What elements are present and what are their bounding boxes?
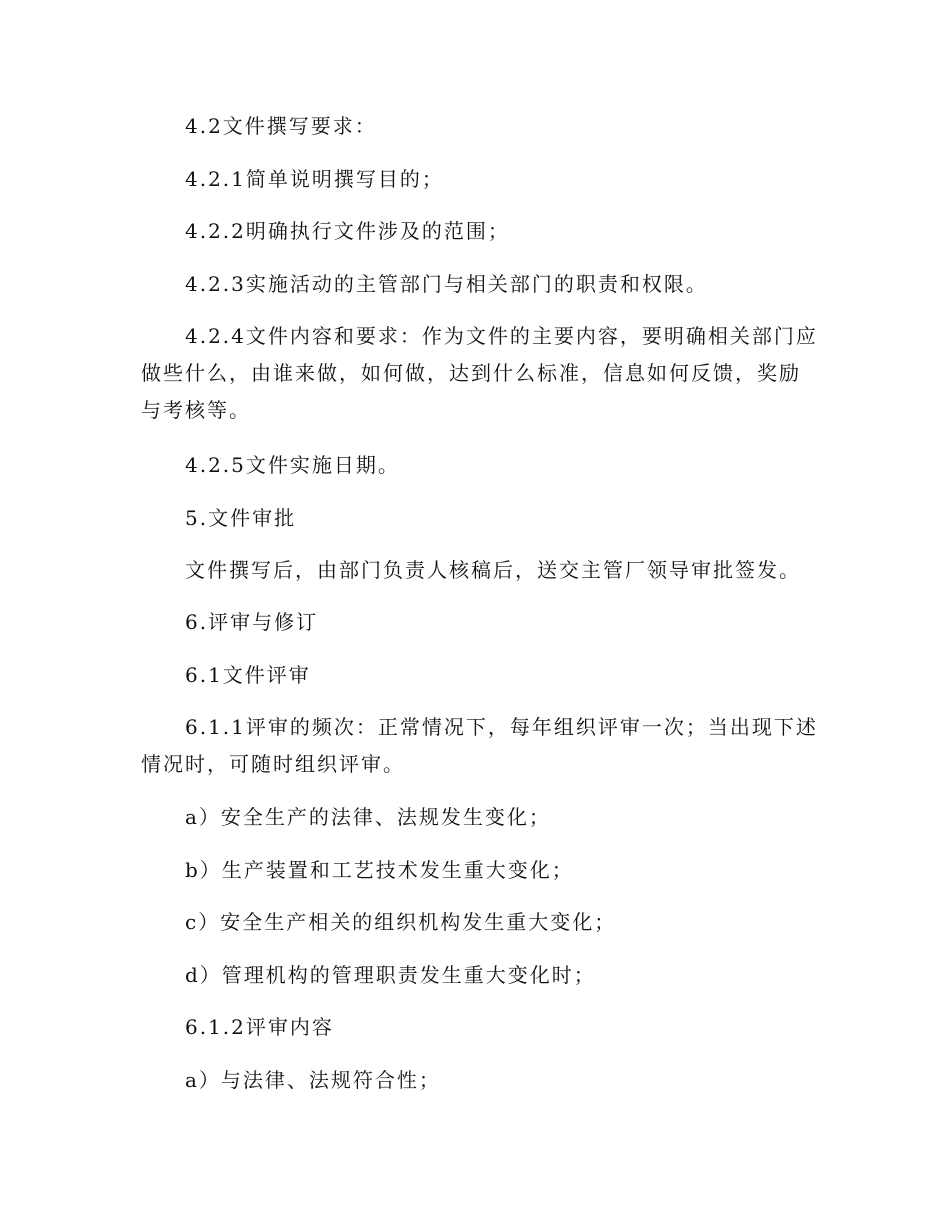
paragraph-4-2: 4.2文件撰写要求：: [185, 114, 377, 138]
list-item-d: d）管理机构的管理职责发生重大变化时；: [185, 963, 596, 987]
paragraph-4-2-2: 4.2.2明确执行文件涉及的范围；: [185, 219, 510, 243]
list-item-content-a: a）与法律、法规符合性；: [185, 1068, 441, 1092]
paragraph-4-2-3: 4.2.3实施活动的主管部门与相关部门的职责和权限。: [185, 272, 708, 296]
heading-6-1-2: 6.1.2评审内容: [185, 1015, 334, 1039]
list-item-c: c）安全生产相关的组织机构发生重大变化；: [185, 910, 617, 934]
heading-6-1: 6.1文件评审: [185, 663, 311, 687]
paragraph-4-2-4: 4.2.4文件内容和要求：作为文件的主要内容，要明确相关部门应做些什么，由谁来做，如何做，达到什么标准，信息如何反馈，奖励与考核等。: [141, 324, 818, 422]
list-item-a: a）安全生产的法律、法规发生变化；: [185, 805, 551, 829]
paragraph-4-2-5: 4.2.5文件实施日期。: [185, 453, 400, 477]
paragraph-4-2-1: 4.2.1简单说明撰写目的；: [185, 167, 444, 191]
heading-6: 6.评审与修订: [185, 610, 319, 634]
heading-5: 5.文件审批: [185, 506, 297, 530]
list-item-b: b）生产装置和工艺技术发生重大变化；: [185, 858, 574, 882]
paragraph-6-1-1: 6.1.1评审的频次：正常情况下，每年组织评审一次；当出现下述情况时，可随时组织评审。: [141, 715, 818, 776]
paragraph-approval: 文件撰写后，由部门负责人核稿后，送交主管厂领导审批签发。: [185, 558, 801, 582]
